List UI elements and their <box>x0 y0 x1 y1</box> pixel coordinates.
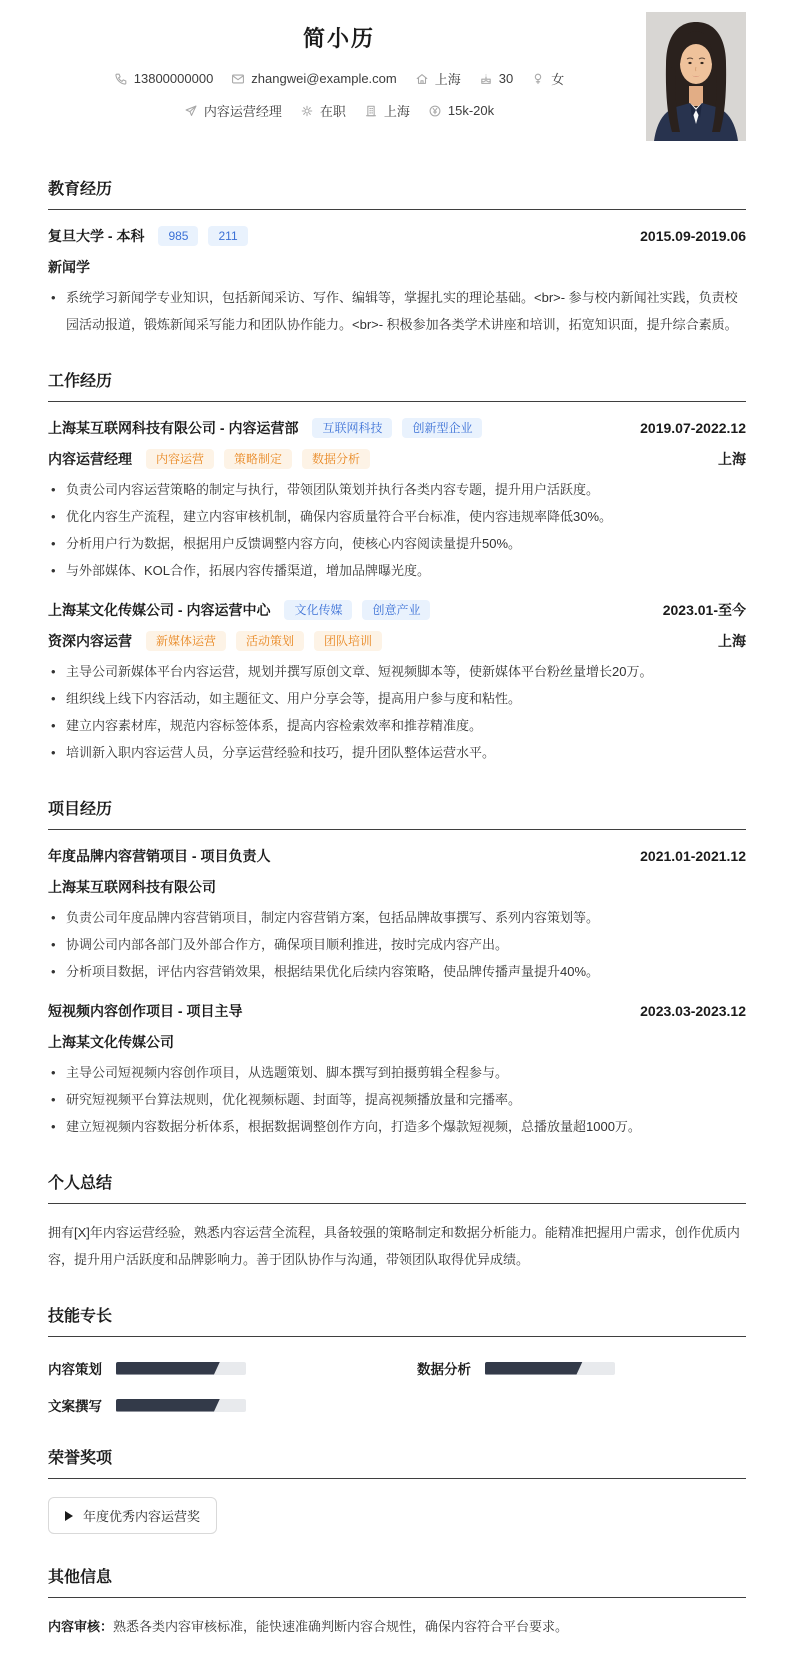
work-bullet: • 优化内容生产流程，建立内容审核机制，确保内容质量符合平台标准，使内容违规率降低30%。 <box>48 503 746 530</box>
summary-heading: 个人总结 <box>48 1170 746 1204</box>
work-date: 2023.01-至今 <box>662 602 746 618</box>
skill-bar-track <box>116 1399 246 1412</box>
section-work <box>48 368 746 766</box>
project-bullet: • 分析项目数据，评估内容营销效果，根据结果优化后续内容策略，使品牌传播声量提升40%。 <box>48 958 746 985</box>
skill-bar-fill <box>485 1362 583 1375</box>
contact-work-city <box>364 101 410 120</box>
honors-heading: 荣誉奖项 <box>48 1445 746 1479</box>
project-bullets <box>48 1059 746 1140</box>
role-tag: 策略制定 <box>224 449 292 469</box>
skill-bar-track <box>485 1362 615 1375</box>
section-education <box>48 176 746 338</box>
candidate-name: 简小历 <box>302 26 375 51</box>
contact-email <box>231 71 396 86</box>
skill-name: 数据分析 <box>417 1362 471 1377</box>
projects-heading: 项目经历 <box>48 796 746 830</box>
section-skills <box>48 1303 746 1415</box>
contact-salary-text: 15k-20k <box>447 103 495 118</box>
gender-icon <box>531 72 545 86</box>
mail-icon <box>231 72 245 86</box>
skills-grid <box>48 1341 746 1415</box>
section-other <box>48 1564 746 1640</box>
skills-heading: 技能专长 <box>48 1303 746 1337</box>
project-org: 上海某文化传媒公司 <box>48 1034 174 1050</box>
skill-item <box>48 1358 377 1378</box>
role-tag: 数据分析 <box>302 449 370 469</box>
section-projects <box>48 796 746 1140</box>
work-bullet: • 分析用户行为数据，根据用户反馈调整内容方向，使核心内容阅读量提升50%。 <box>48 530 746 557</box>
education-entry <box>48 226 746 338</box>
skill-bar-fill <box>116 1362 220 1375</box>
resume-header <box>48 14 746 146</box>
project-bullet: • 主导公司短视频内容创作项目，从选题策划、脚本撰写到拍摄剪辑全程参与。 <box>48 1059 746 1086</box>
school-badges <box>158 226 247 246</box>
project-title: 短视频内容创作项目 - 项目主导 <box>48 1003 243 1019</box>
play-icon <box>65 1511 73 1521</box>
role-tags <box>146 631 382 651</box>
building-icon <box>364 104 378 118</box>
company-name: 上海某互联网科技有限公司 - 内容运营部 <box>48 420 299 436</box>
contact-status-text: 在职 <box>319 104 346 119</box>
section-summary <box>48 1170 746 1273</box>
home-icon <box>415 72 429 86</box>
work-bullet: • 培训新入职内容运营人员，分享运营经验和技巧，提升团队整体运营水平。 <box>48 739 746 766</box>
project-entry-2 <box>48 1001 746 1140</box>
project-bullet: • 研究短视频平台算法规则，优化视频标题、封面等，提高视频播放量和完播率。 <box>48 1086 746 1113</box>
company-tag: 互联网科技 <box>312 418 392 438</box>
project-title: 年度品牌内容营销项目 - 项目负责人 <box>48 848 271 864</box>
work-bullets <box>48 476 746 584</box>
salary-icon <box>428 104 442 118</box>
work-bullet: • 建立内容素材库，规范内容标签体系，提高内容检索效率和推荐精准度。 <box>48 712 746 739</box>
skill-item <box>48 1395 377 1415</box>
skill-bar-track <box>116 1362 246 1375</box>
honor-chip[interactable] <box>48 1497 217 1534</box>
other-heading: 其他信息 <box>48 1564 746 1598</box>
contact-target-job-text: 内容运营经理 <box>203 104 282 119</box>
role-tag: 新媒体运营 <box>146 631 226 651</box>
contact-row-2 <box>48 101 630 120</box>
contact-work-city-text: 上海 <box>383 104 410 119</box>
work-entry-2 <box>48 600 746 766</box>
header-text-block <box>48 14 630 120</box>
work-bullet: • 负责公司内容运营策略的制定与执行，带领团队策划并执行各类内容专题，提升用户活跃度。 <box>48 476 746 503</box>
phone-icon <box>114 72 128 86</box>
project-bullet: • 负责公司年度品牌内容营销项目，制定内容营销方案，包括品牌故事撰写、系列内容策划等。 <box>48 904 746 931</box>
contact-phone-text: 13800000000 <box>133 71 214 86</box>
project-date: 2021.01-2021.12 <box>640 848 746 864</box>
contact-email-text: zhangwei@example.com <box>251 71 397 86</box>
project-bullets <box>48 904 746 985</box>
skill-bar-fill <box>116 1399 220 1412</box>
role-name: 资深内容运营 <box>48 633 132 649</box>
age-icon <box>479 72 493 86</box>
other-info-text: 熟悉各类内容审核标准，能快速准确判断内容合规性，确保内容符合平台要求。 <box>113 1619 569 1634</box>
contact-row-1 <box>48 69 630 88</box>
role-tags <box>146 449 370 469</box>
project-entry-1 <box>48 846 746 985</box>
candidate-photo <box>646 12 746 141</box>
role-tag: 内容运营 <box>146 449 214 469</box>
work-date: 2019.07-2022.12 <box>640 420 746 436</box>
role-tag: 团队培训 <box>314 631 382 651</box>
summary-text: 拥有[X]年内容运营经验，熟悉内容运营全流程，具备较强的策略制定和数据分析能力。能精准把握用户需求，创作优质内容，提升用户活跃度和品牌影响力。善于团队协作与沟通，带领团队取得优异成绩。 <box>48 1225 740 1267</box>
school-name: 复旦大学 - 本科 <box>48 228 145 244</box>
education-bullets <box>48 284 746 338</box>
company-tags <box>312 418 482 438</box>
badge-211: 211 <box>208 226 247 246</box>
work-bullet: • 组织线上线下内容活动，如主题征文、用户分享会等，提高用户参与度和粘性。 <box>48 685 746 712</box>
skill-name: 文案撰写 <box>48 1399 102 1414</box>
company-name: 上海某文化传媒公司 - 内容运营中心 <box>48 602 271 618</box>
work-location: 上海 <box>718 633 746 649</box>
work-entry-1 <box>48 418 746 584</box>
company-tag: 创意产业 <box>362 600 430 620</box>
contact-city-text: 上海 <box>434 72 461 87</box>
project-bullet: • 协调公司内部各部门及外部合作方，确保项目顺利推进，按时完成内容产出。 <box>48 931 746 958</box>
project-date: 2023.03-2023.12 <box>640 1003 746 1019</box>
contact-gender <box>531 69 564 88</box>
contact-age-text: 30 <box>498 71 514 86</box>
work-bullet: • 主导公司新媒体平台内容运营，规划并撰写原创文章、短视频脚本等，使新媒体平台粉丝量增长20万。 <box>48 658 746 685</box>
education-heading: 教育经历 <box>48 176 746 210</box>
contact-gender-text: 女 <box>551 72 565 87</box>
company-tag: 创新型企业 <box>402 418 482 438</box>
honor-label: 年度优秀内容运营奖 <box>83 1509 201 1524</box>
contact-city <box>415 69 461 88</box>
contact-target-job <box>184 101 282 120</box>
project-bullet: • 建立短视频内容数据分析体系，根据数据调整创作方向，打造多个爆款短视频，总播放量超1000万。 <box>48 1113 746 1140</box>
major-name: 新闻学 <box>48 259 90 275</box>
skill-name: 内容策划 <box>48 1362 102 1377</box>
skill-item <box>417 1358 746 1378</box>
work-location: 上海 <box>718 451 746 467</box>
badge-985: 985 <box>158 226 198 246</box>
target-job-icon <box>184 104 198 118</box>
project-org: 上海某互联网科技有限公司 <box>48 879 216 895</box>
work-bullet: • 与外部媒体、KOL合作，拓展内容传播渠道，增加品牌曝光度。 <box>48 557 746 584</box>
education-bullet: • 系统学习新闻学专业知识，包括新闻采访、写作、编辑等，掌握扎实的理论基础。<br>- 参与校内新闻社实践，负责校园活动报道，锻炼新闻采写能力和团队协作能力。<br>- 积极参加各类学术讲座和培训，拓宽知识面，提升综合素质。 <box>48 284 746 338</box>
section-honors <box>48 1445 746 1534</box>
work-bullets <box>48 658 746 766</box>
contact-phone <box>114 71 214 86</box>
work-heading: 工作经历 <box>48 368 746 402</box>
contact-status <box>300 101 346 120</box>
role-name: 内容运营经理 <box>48 451 132 467</box>
status-icon <box>300 104 314 118</box>
education-date: 2015.09-2019.06 <box>640 228 746 244</box>
contact-salary <box>428 103 494 118</box>
other-info-label: 内容审核： <box>48 1619 114 1634</box>
company-tag: 文化传媒 <box>284 600 352 620</box>
company-tags <box>284 600 430 620</box>
other-info-line <box>48 1613 746 1640</box>
role-tag: 活动策划 <box>236 631 304 651</box>
contact-age <box>479 71 513 86</box>
